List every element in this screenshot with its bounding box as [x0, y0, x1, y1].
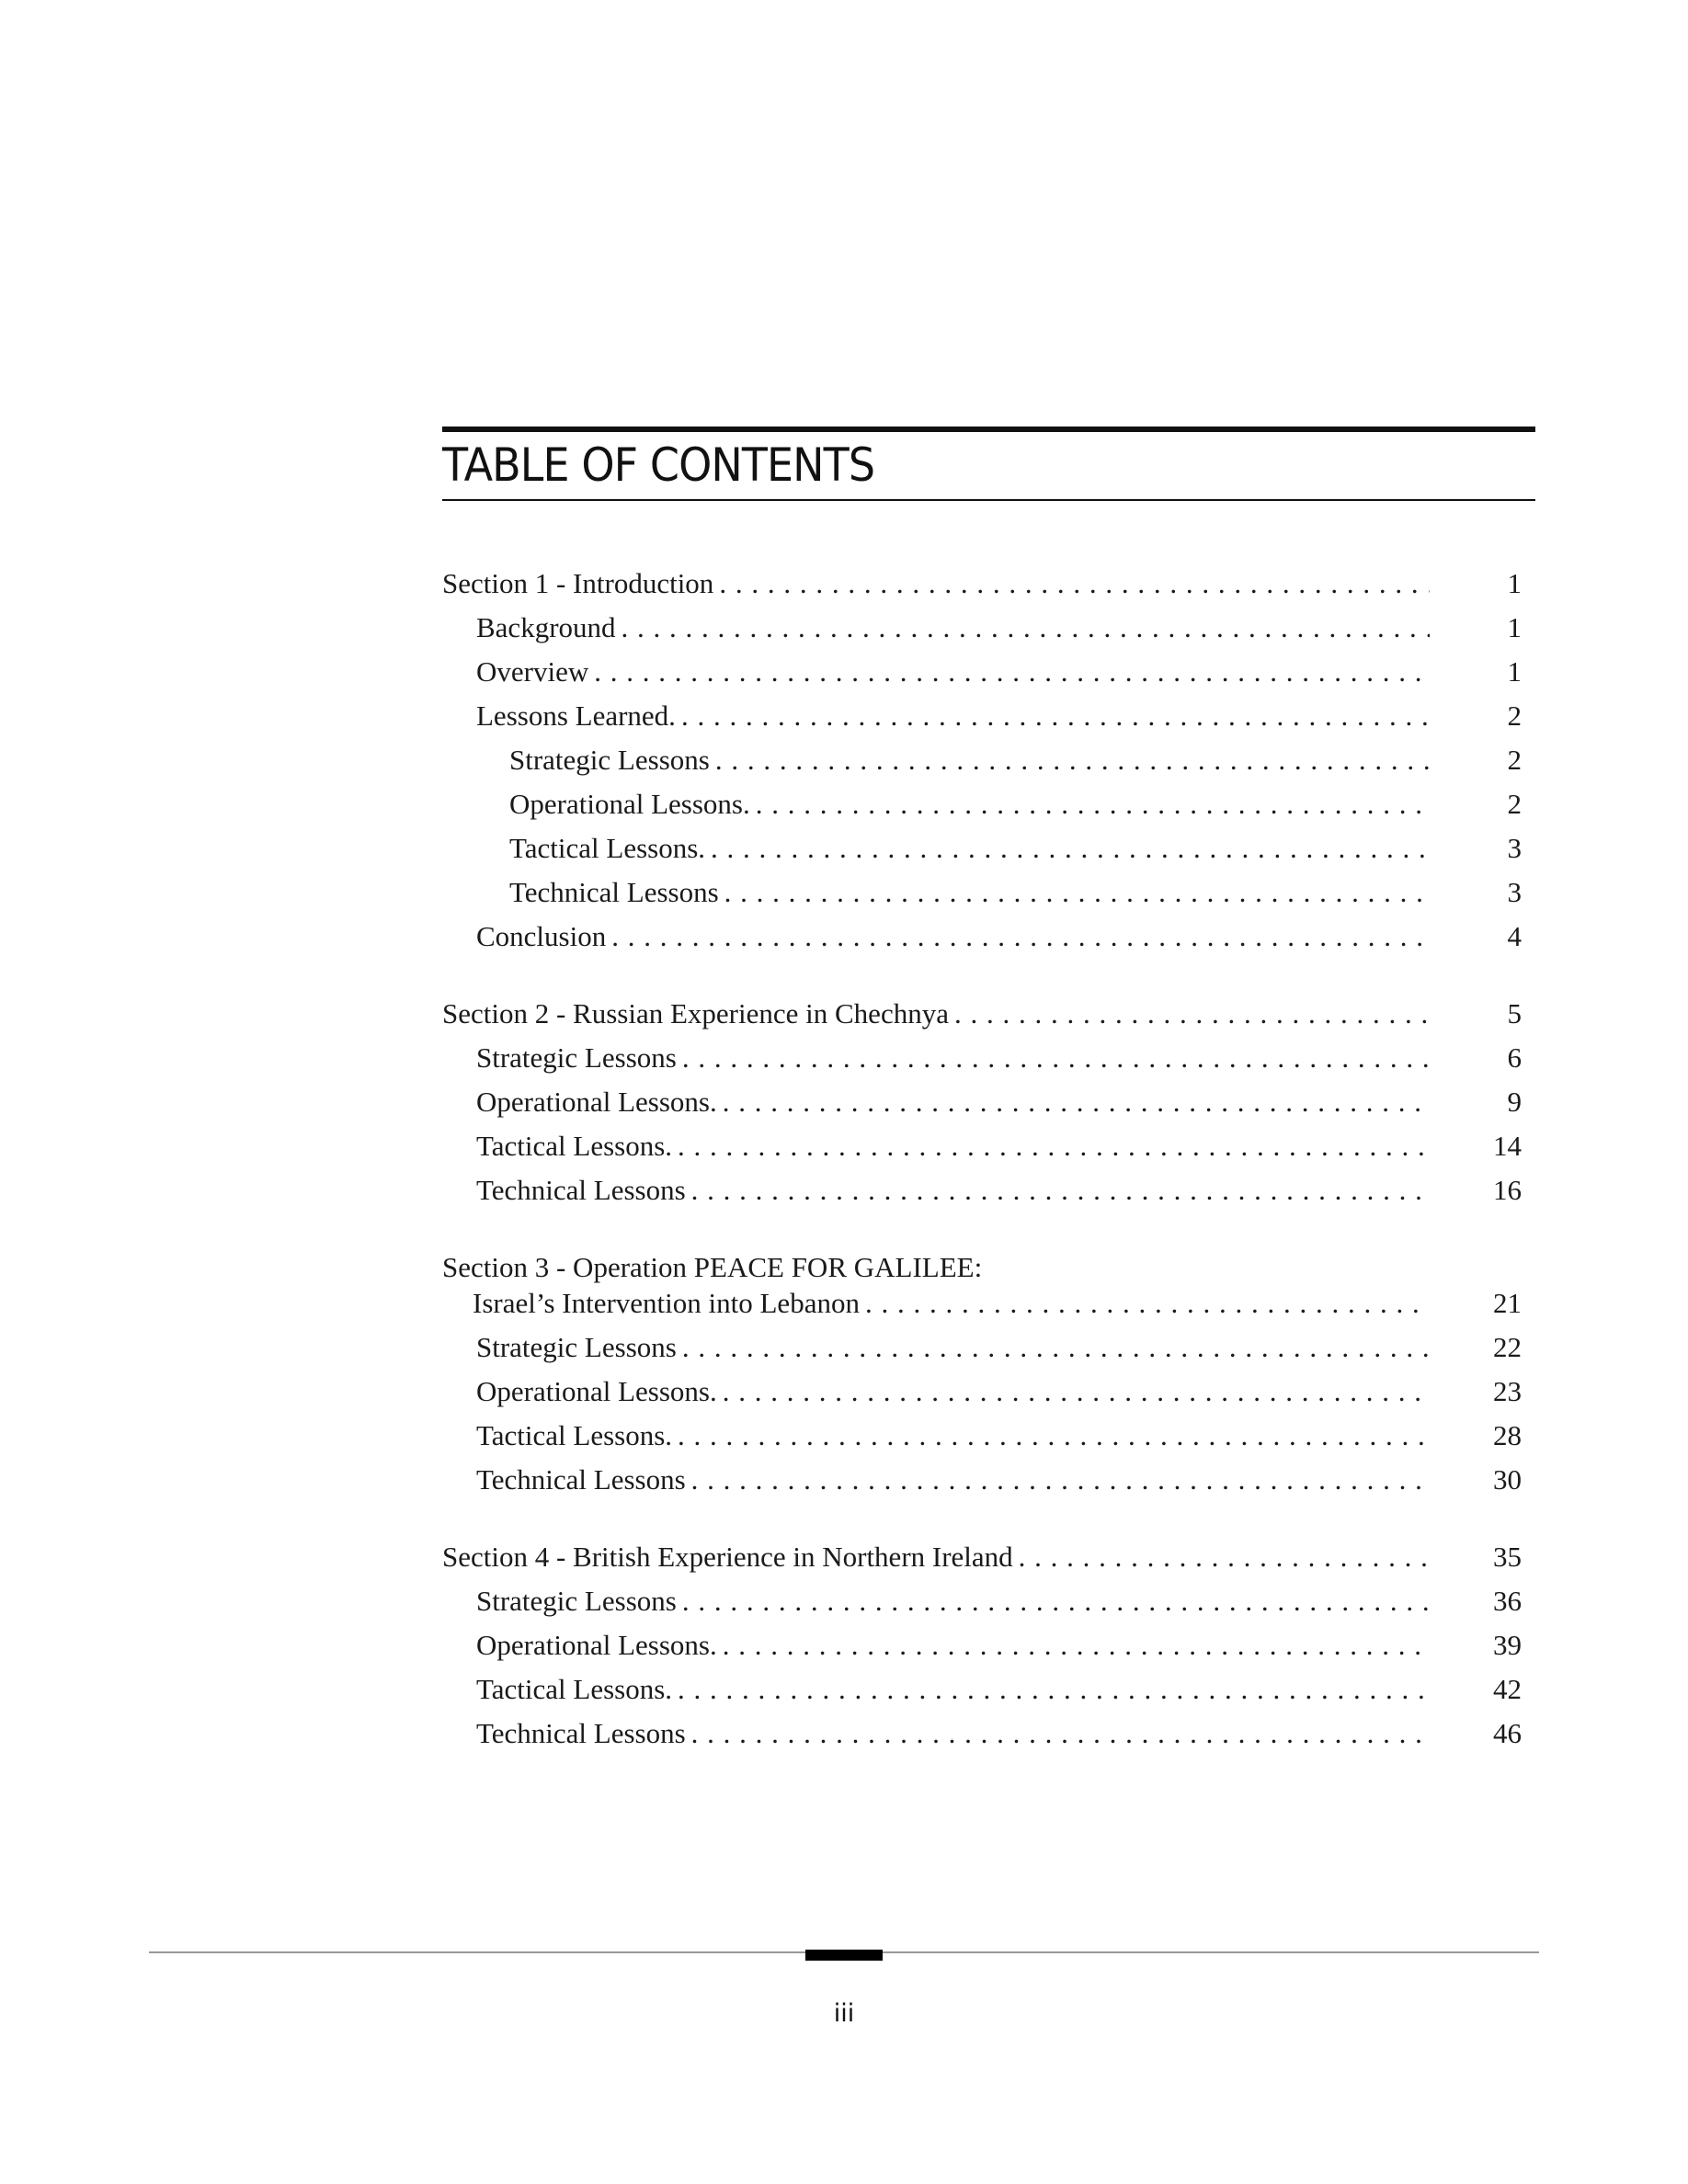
toc-entry-page: 30	[1493, 1463, 1522, 1496]
dot-leader	[678, 1126, 1430, 1166]
toc-entry-section-3	[442, 1283, 1522, 1324]
toc-entry-page: 5	[1507, 997, 1522, 1029]
toc-entry-page: 4	[1507, 920, 1522, 952]
dot-leader	[724, 872, 1430, 913]
toc-entry-page: 3	[1507, 876, 1522, 908]
toc-entry-label: Technical Lessons	[476, 1463, 686, 1496]
toc-entry-tactical-lessons	[442, 1669, 1522, 1710]
dot-leader	[691, 1713, 1430, 1754]
toc-entry-label: Strategic Lessons	[476, 1331, 677, 1363]
toc-entry-page: 22	[1493, 1331, 1522, 1363]
toc-entry-label: Background	[476, 611, 616, 643]
toc-entry-page: 36	[1493, 1585, 1522, 1617]
dot-leader	[756, 784, 1430, 825]
toc-entry-label: Lessons Learned.	[476, 700, 676, 732]
toc-section-3-heading: Section 3 - Operation PEACE FOR GALILEE:	[442, 1251, 983, 1283]
toc-entry-page: 46	[1493, 1717, 1522, 1749]
toc-entry-label: Tactical Lessons.	[476, 1673, 673, 1705]
toc-entry-page: 2	[1507, 744, 1522, 776]
toc-entry-label: Technical Lessons	[476, 1717, 686, 1749]
toc-entry-technical-lessons	[442, 1170, 1522, 1211]
toc-entry-operational-lessons	[442, 784, 1522, 825]
toc-entry-tactical-lessons	[442, 1126, 1522, 1166]
dot-leader	[865, 1283, 1430, 1324]
dot-leader	[715, 740, 1430, 780]
toc-entry-label: Section 1 - Introduction	[442, 567, 714, 599]
dot-leader	[682, 1327, 1430, 1368]
toc-entry-label: Tactical Lessons.	[476, 1130, 673, 1162]
toc-entry-section-2	[442, 994, 1522, 1034]
toc-entry-label: Strategic Lessons	[476, 1585, 677, 1617]
title-rule-bottom	[442, 499, 1535, 501]
toc-entry-page: 6	[1507, 1041, 1522, 1074]
dot-leader	[622, 608, 1430, 648]
toc-entry-label: Operational Lessons.	[476, 1375, 717, 1407]
toc-entry-page: 16	[1493, 1174, 1522, 1206]
page-number: iii	[833, 1999, 855, 2028]
dot-leader	[678, 1416, 1430, 1456]
toc-entry-page: 1	[1507, 611, 1522, 643]
dot-leader	[682, 1038, 1430, 1078]
toc-entry-label: Operational Lessons.	[476, 1086, 717, 1118]
dot-leader	[954, 994, 1430, 1034]
toc-entry-technical-lessons	[442, 872, 1522, 913]
dot-leader	[611, 916, 1430, 957]
toc-entry-page: 23	[1493, 1375, 1522, 1407]
toc-entry-page: 2	[1507, 788, 1522, 820]
toc-entry-section-1	[442, 563, 1522, 604]
toc-entry-label: Technical Lessons	[476, 1174, 686, 1206]
toc-entry-label: Tactical Lessons.	[509, 832, 706, 864]
toc-entry-page: 9	[1507, 1086, 1522, 1118]
toc-entry-operational-lessons	[442, 1371, 1522, 1412]
toc-entry-section-4	[442, 1537, 1522, 1577]
toc-entry-label: Israel’s Intervention into Lebanon	[473, 1287, 860, 1319]
toc-entry-technical-lessons	[442, 1460, 1522, 1500]
page-title: TABLE OF CONTENTS	[442, 438, 875, 492]
toc-entry-page: 14	[1493, 1130, 1522, 1162]
footer-tab-mark	[805, 1950, 883, 1961]
dot-leader	[678, 1669, 1430, 1710]
toc-entry-label: Overview	[476, 655, 589, 688]
dot-leader	[682, 1581, 1430, 1621]
toc-entry-label: Operational Lessons.	[476, 1629, 717, 1661]
toc-entry-tactical-lessons	[442, 1416, 1522, 1456]
dot-leader	[594, 652, 1430, 692]
toc-entry-page: 2	[1507, 700, 1522, 732]
toc-entry-technical-lessons	[442, 1713, 1522, 1754]
toc-entry-label: Conclusion	[476, 920, 607, 952]
toc-entry-label: Operational Lessons.	[509, 788, 750, 820]
toc-entry-label: Strategic Lessons	[509, 744, 710, 776]
toc-entry-label: Tactical Lessons.	[476, 1419, 673, 1451]
toc-entry-page: 1	[1507, 655, 1522, 688]
title-rule-top	[442, 427, 1535, 432]
toc-entry-operational-lessons	[442, 1625, 1522, 1666]
toc-entry-lessons-learned	[442, 696, 1522, 736]
toc-entry-conclusion	[442, 916, 1522, 957]
toc-entry-background	[442, 608, 1522, 648]
toc-entry-page: 1	[1507, 567, 1522, 599]
toc-entry-label: Technical Lessons	[509, 876, 719, 908]
dot-leader	[723, 1082, 1430, 1122]
toc-entry-strategic-lessons	[442, 740, 1522, 780]
dot-leader	[691, 1460, 1430, 1500]
toc-entry-label: Section 4 - British Experience in Northern Ireland	[442, 1541, 1013, 1573]
toc-entry-strategic-lessons	[442, 1327, 1522, 1368]
dot-leader	[723, 1371, 1430, 1412]
dot-leader	[723, 1625, 1430, 1666]
dot-leader	[681, 696, 1430, 736]
toc-entry-page: 35	[1493, 1541, 1522, 1573]
dot-leader	[711, 828, 1430, 869]
toc-entry-label: Section 2 - Russian Experience in Chechnya	[442, 997, 949, 1029]
toc-entry-page: 42	[1493, 1673, 1522, 1705]
toc-entry-strategic-lessons	[442, 1038, 1522, 1078]
toc-entry-tactical-lessons	[442, 828, 1522, 869]
toc-entry-strategic-lessons	[442, 1581, 1522, 1621]
toc-entry-page: 39	[1493, 1629, 1522, 1661]
toc-entry-page: 3	[1507, 832, 1522, 864]
dot-leader	[1019, 1537, 1430, 1577]
toc-entry-operational-lessons	[442, 1082, 1522, 1122]
toc-entry-overview	[442, 652, 1522, 692]
dot-leader	[719, 563, 1430, 604]
toc-entry-page: 21	[1493, 1287, 1522, 1319]
dot-leader	[691, 1170, 1430, 1211]
toc-entry-page: 28	[1493, 1419, 1522, 1451]
toc-entry-label: Strategic Lessons	[476, 1041, 677, 1074]
